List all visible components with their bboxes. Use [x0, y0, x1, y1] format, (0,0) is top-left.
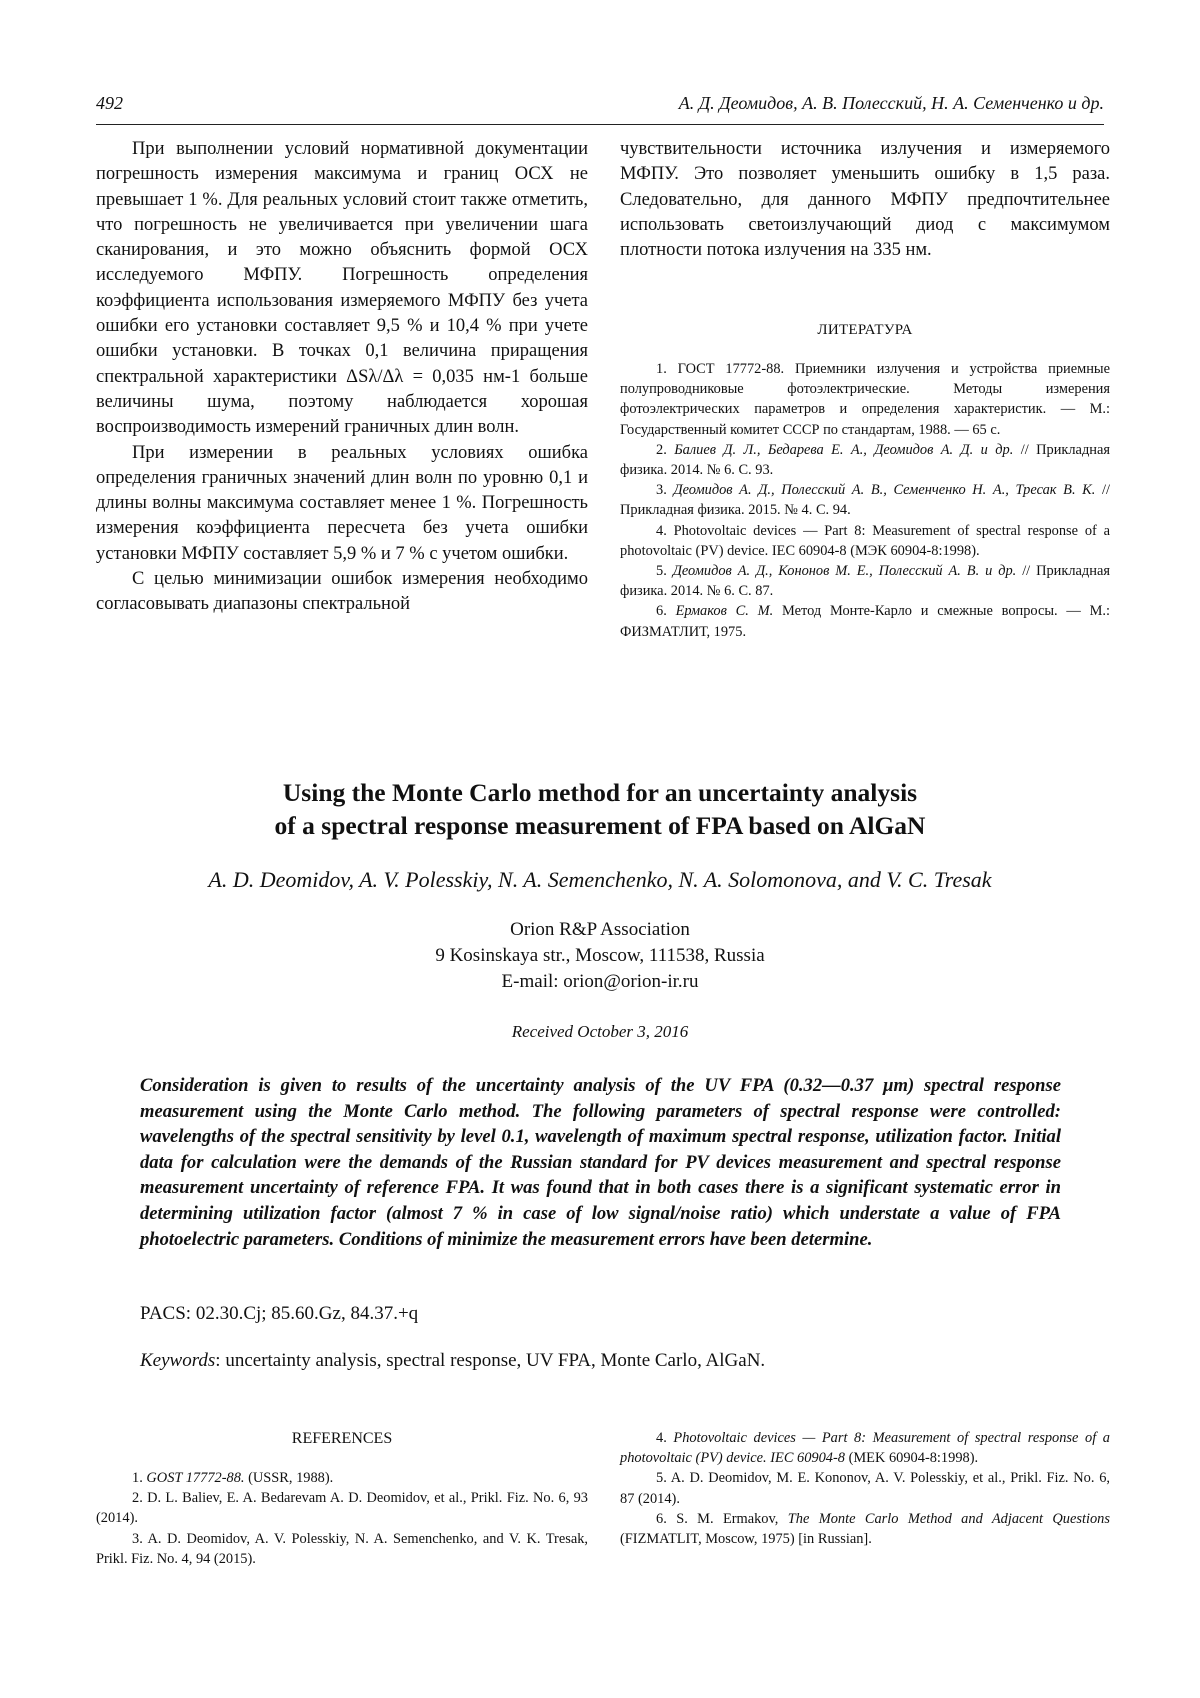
reference-item: 3. A. D. Deomidov, A. V. Polesskiy, N. A. Semenchenko, and V. K. Tresak, Prikl. Fiz. No. 4, 94 (2015). — [96, 1530, 588, 1567]
literature-heading: ЛИТЕРАТУРА — [817, 322, 913, 338]
paragraph: При измерении в реальных условиях ошибка определения граничных значений длин волн по уровню 0,1 и длины волны максимума составляет менее 1 %. Погрешность измерения коэффициента пересчета без учета ошибки установки МФПУ составляет 5,9 % и 7 % с учетом ошибки. — [96, 442, 588, 564]
english-authors: A. D. Deomidov, A. V. Polesskiy, N. A. Semenchenko, N. A. Solomonova, and V. C. Tresak — [208, 867, 992, 892]
references-heading: REFERENCES — [291, 1430, 393, 1447]
paragraph: С целью минимизации ошибок измерения необходимо согласовывать диапазоны спектральной — [96, 569, 588, 615]
abstract: Consideration is given to results of the uncertainty analysis of the UV FPA (0.32—0.37 μm) spectral response measurement using the Monte Carlo method. The following parameters of spectral response were controlled: wavelengths of the spectral sensitivity by level 0.1, wavelength of maximum spectral response, utilization factor. Initial data for calculation were the demands of the Russian standard for PV devices measurement and spectral response measurement uncertainty of reference FPA. It was found that in both cases there is a significant systematic error in determining utilization factor (almost 7 % in case of low signal/noise ratio) which understate a value of FPA photoelectric parameters. Conditions of minimize the measurement errors have been determine. — [140, 1075, 1061, 1250]
paragraph-continued: чувствительности источника излучения и измеряемого МФПУ. Это позволяет уменьшить ошибку в 1,5 раза. Следовательно, для данного МФПУ предпочтительнее использовать светоизлучающий диод с максимумом плотности потока излучения на 335 нм. — [620, 139, 1110, 261]
literature-list — [620, 359, 1110, 642]
keywords: Keywords: uncertainty analysis, spectral response, UV FPA, Monte Carlo, AlGaN. — [140, 1350, 766, 1371]
reference-item: 4. Photovoltaic devices — Part 8: Measurement of spectral response of a photovoltaic (PV) device. IEC 60904-8 (MEK 60904-8:1998). — [620, 1430, 1110, 1467]
reference-item: 4. Photovoltaic devices — Part 8: Measurement of spectral response of a photovoltaic (PV) device. IEC 60904-8 (МЭК 60904-8:1998). — [620, 522, 1110, 559]
reference-item: 2. Балиев Д. Л., Бедарева Е. А., Деомидов А. Д. и др. // Прикладная физика. 2014. № 6. С. 93. — [620, 441, 1110, 479]
header-rule — [96, 124, 1104, 125]
received-date: Received October 3, 2016 — [511, 1022, 689, 1041]
left-text-column — [96, 137, 588, 618]
reference-item: 1. ГОСТ 17772-88. Приемники излучения и устройства приемные полупроводниковые фотоэлектрические. Методы измерения фотоэлектрических параметров и определения характеристик. — М.: Государственный комитет СССР по стандартам, 1988. — 65 с. — [620, 361, 1110, 438]
reference-item: 5. A. D. Deomidov, M. E. Kononov, A. V. Polesskiy, et al., Prikl. Fiz. No. 6, 87 (2014). — [620, 1470, 1110, 1507]
right-text-column — [620, 137, 1110, 263]
reference-item: 1. GOST 17772-88. (USSR, 1988). — [132, 1470, 334, 1486]
reference-item: 3. Деомидов А. Д., Полесский А. В., Семенченко Н. А., Тресак В. К. // Прикладная физика. 2015. № 4. С. 94. — [620, 482, 1110, 519]
references-list-left — [96, 1468, 588, 1569]
english-title: Using the Monte Carlo method for an uncertainty analysis of a spectral response measurement of FPA based on AlGaN — [274, 778, 926, 840]
affiliation-block — [96, 917, 1104, 995]
reference-item: 5. Деомидов А. Д., Кононов М. Е., Полесский А. В. и др. // Прикладная физика. 2014. № 6. С. 87. — [620, 563, 1110, 600]
pacs-codes: PACS: 02.30.Cj; 85.60.Gz, 84.37.+q — [140, 1303, 419, 1324]
affiliation: Orion R&P Association — [510, 919, 690, 940]
reference-item: 6. Ермаков С. М. Метод Монте-Карло и смежные вопросы. — М.: ФИЗМАТЛИТ, 1975. — [620, 603, 1110, 640]
paragraph: При выполнении условий нормативной документации погрешность измерения максимума и границ ОСХ не превышает 1 %. Для реальных условий стоит также отметить, что погрешность не увеличивается при увеличении шага сканирования, и это можно объяснить формой ОСХ исследуемого МФПУ. Погрешность определения коэффициента использования измеряемого МФПУ без учета ошибки его установки составляет 9,5 % и 10,4 % при учете ошибки установки. В точках 0,1 величина приращения спектральной характеристики ΔSλ/Δλ = 0,035 нм-1 больше величины шума, поэтому наблюдается хорошая воспроизводимость измерений граничных длин волн. — [96, 139, 588, 438]
address: 9 Kosinskaya str., Moscow, 111538, Russia — [435, 945, 765, 966]
reference-item: 6. S. M. Ermakov, The Monte Carlo Method and Adjacent Questions (FIZMATLIT, Moscow, 1975) [in Russian]. — [620, 1510, 1110, 1548]
running-header-authors: А. Д. Деомидов, А. В. Полесский, Н. А. Семенченко и др. — [678, 93, 1104, 113]
references-list-right — [620, 1428, 1110, 1549]
email: E-mail: orion@orion-ir.ru — [501, 971, 699, 992]
page-number: 492 — [96, 93, 123, 113]
reference-item: 2. D. L. Baliev, E. A. Bedarevam A. D. Deomidov, et al., Prikl. Fiz. No. 6, 93 (2014). — [96, 1490, 588, 1527]
